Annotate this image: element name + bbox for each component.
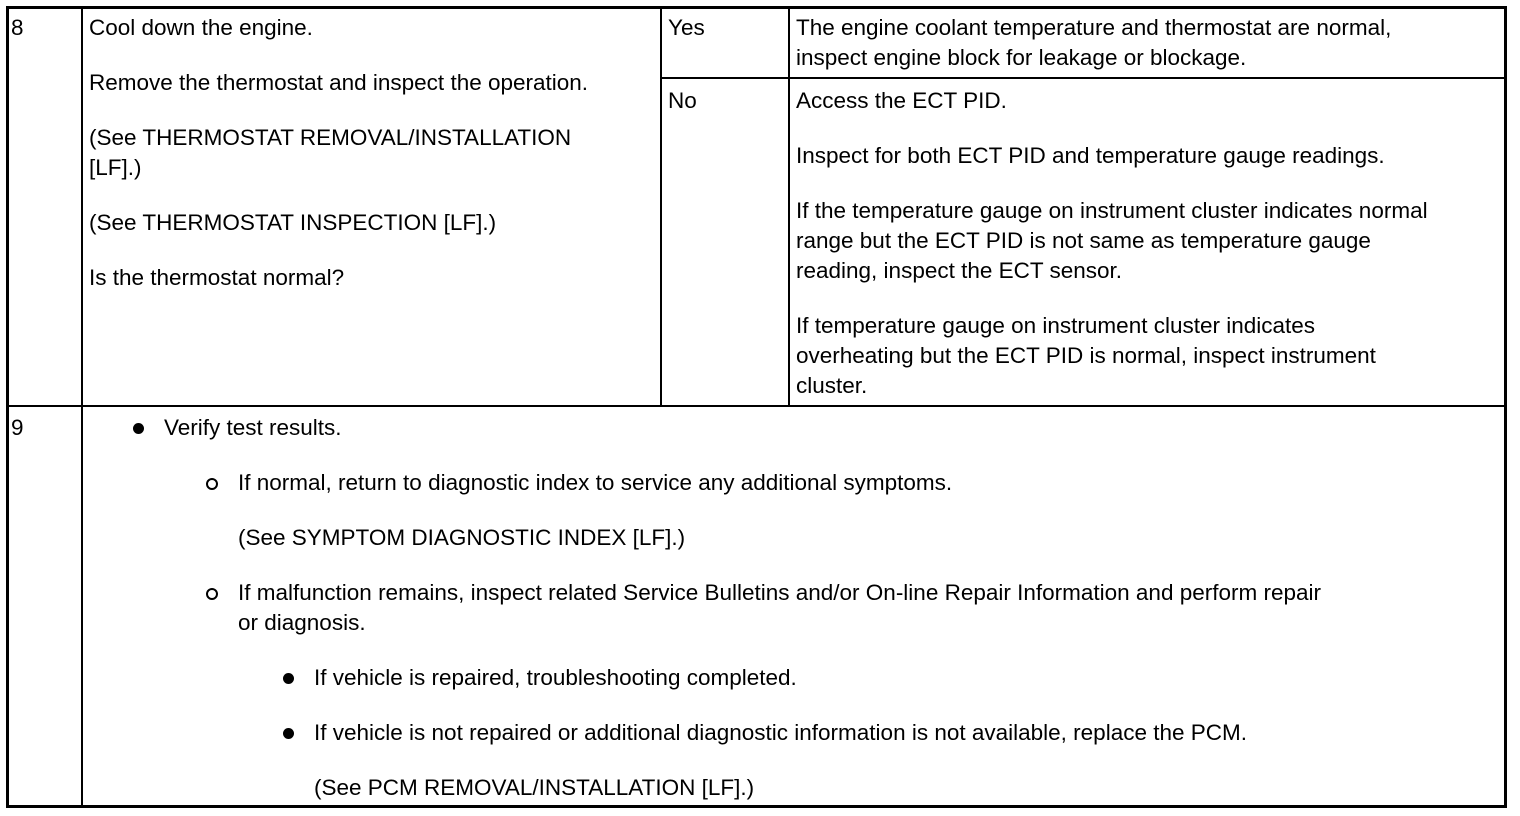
yes-result-line: The engine coolant temperature and thermostat are normal, xyxy=(796,15,1392,40)
yes-result-line: inspect engine block for leakage or blockage. xyxy=(796,45,1247,70)
row-divider-yes-no xyxy=(660,77,1505,79)
step-9-line: If vehicle is repaired, troubleshooting completed. xyxy=(314,665,797,690)
step-9-line: Verify test results. xyxy=(164,415,342,440)
step-9-line: If malfunction remains, inspect related Service Bulletins and/or On-line Repair Information and perform repair xyxy=(238,580,1322,605)
step-8-action-line: (See THERMOSTAT REMOVAL/INSTALLATION xyxy=(89,125,572,150)
yes-label: Yes xyxy=(668,15,705,40)
no-result-line: overheating but the ECT PID is normal, inspect instrument xyxy=(796,343,1376,368)
step-8-number: 8 xyxy=(11,15,24,40)
step-8-action-line: Cool down the engine. xyxy=(89,15,313,40)
no-result-line: Inspect for both ECT PID and temperature gauge readings. xyxy=(796,143,1385,168)
step-9-line: If vehicle is not repaired or additional diagnostic information is not available, replace the PCM. xyxy=(314,720,1248,745)
circle-bullet-icon xyxy=(206,588,218,600)
no-result-line: If temperature gauge on instrument cluster indicates xyxy=(796,313,1316,338)
step-8-action-line: (See THERMOSTAT INSPECTION [LF].) xyxy=(89,210,497,235)
column-divider-result xyxy=(788,8,790,406)
step-8-action-line: Remove the thermostat and inspect the operation. xyxy=(89,70,589,95)
bullet-icon xyxy=(283,728,294,739)
column-divider-action xyxy=(660,8,662,406)
bullet-icon xyxy=(133,423,144,434)
step-9-line: (See PCM REMOVAL/INSTALLATION [LF].) xyxy=(314,775,755,800)
no-result-line: cluster. xyxy=(796,373,868,398)
step-9-number: 9 xyxy=(11,415,24,440)
no-result-line: reading, inspect the ECT sensor. xyxy=(796,258,1123,283)
row-divider-step9 xyxy=(8,405,1505,407)
step-9-line: If normal, return to diagnostic index to service any additional symptoms. xyxy=(238,470,953,495)
no-result-line: Access the ECT PID. xyxy=(796,88,1007,113)
step-8-action-line: [LF].) xyxy=(89,155,142,180)
bullet-icon xyxy=(283,673,294,684)
circle-bullet-icon xyxy=(206,478,218,490)
no-label: No xyxy=(668,88,697,113)
no-result-line: range but the ECT PID is not same as temperature gauge xyxy=(796,228,1371,253)
column-divider-step xyxy=(81,8,83,806)
step-8-action-line: Is the thermostat normal? xyxy=(89,265,345,290)
step-9-line: or diagnosis. xyxy=(238,610,366,635)
step-9-line: (See SYMPTOM DIAGNOSTIC INDEX [LF].) xyxy=(238,525,686,550)
no-result-line: If the temperature gauge on instrument cluster indicates normal xyxy=(796,198,1428,223)
